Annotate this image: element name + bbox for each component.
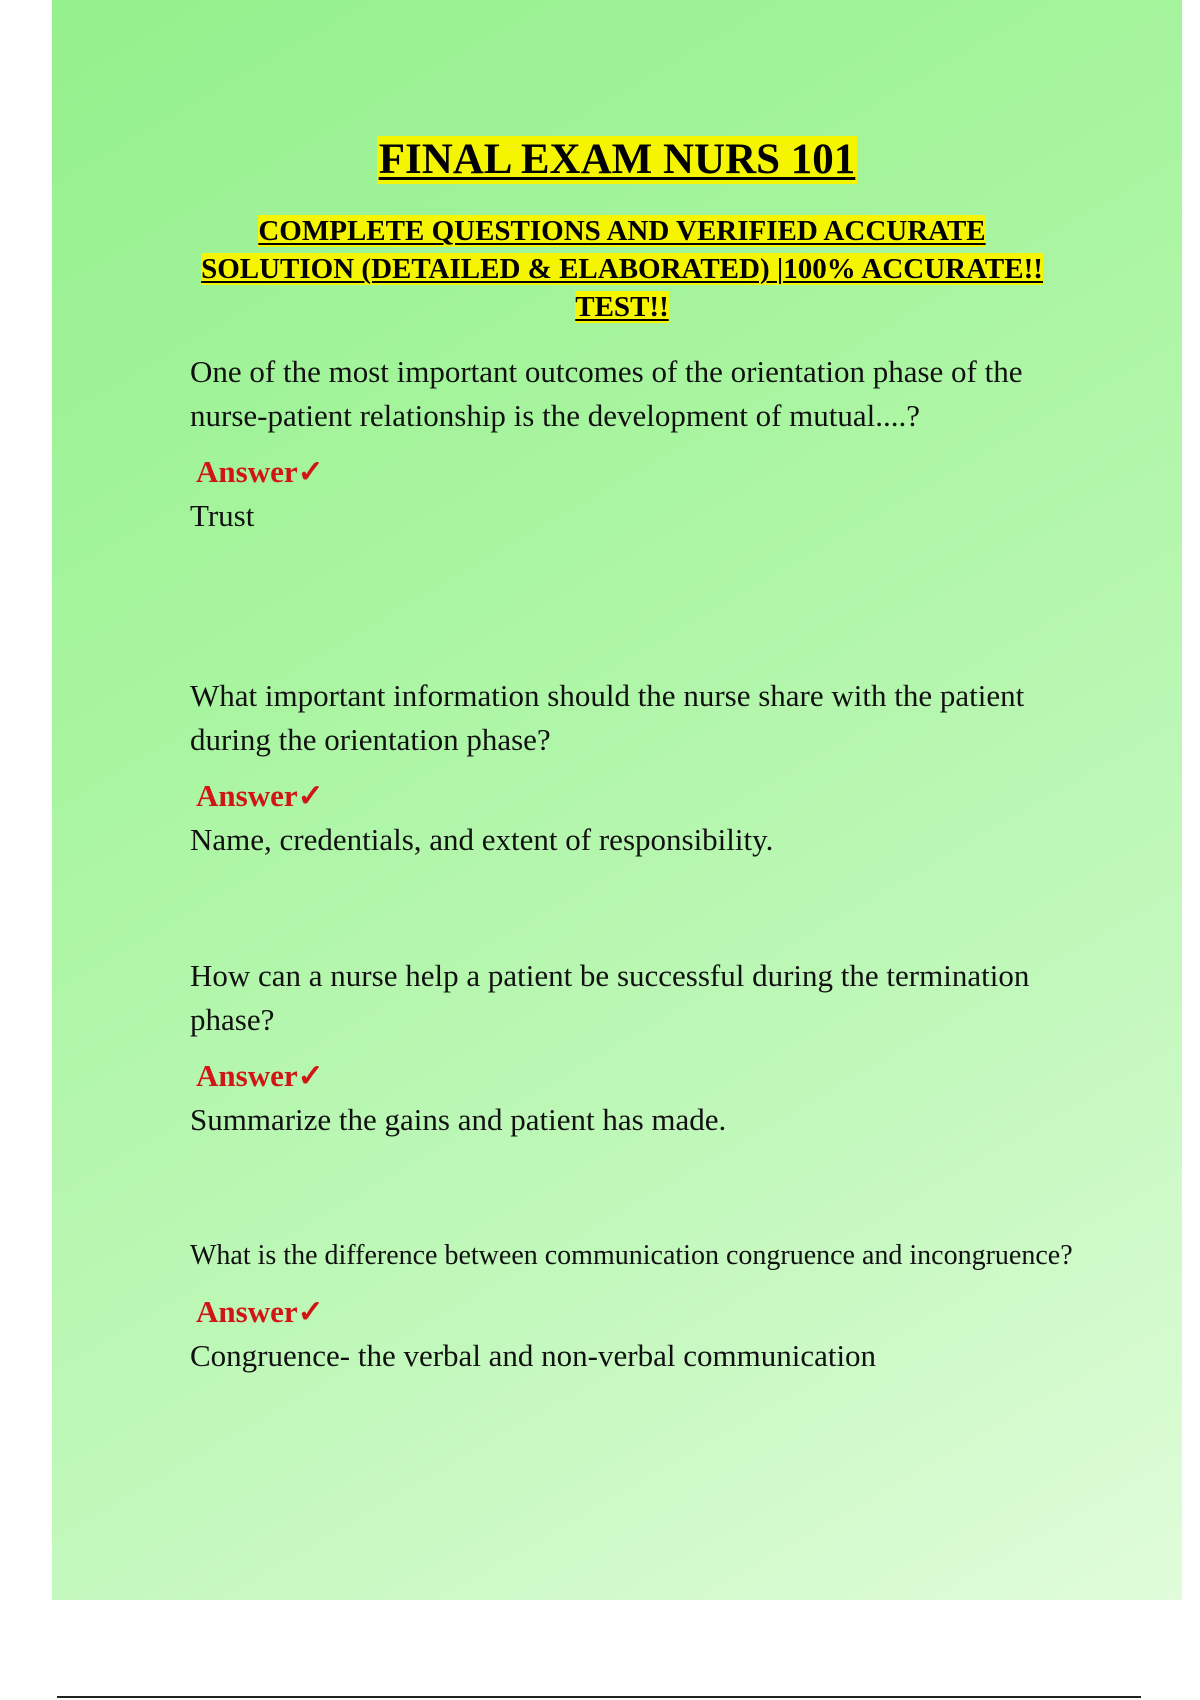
answer-text: Congruence- the verbal and non-verbal communication [190, 1338, 877, 1373]
footer-divider [57, 1696, 1141, 1698]
question-text: How can a nurse help a patient be successful during the termination phase? [190, 958, 1030, 1037]
answer-label: Answer✓ [196, 778, 324, 813]
answer-label: Answer✓ [196, 1294, 324, 1329]
answer-label: Answer✓ [196, 1058, 324, 1093]
answer-text: Name, credentials, and extent of responsibility. [190, 822, 774, 857]
answer-text: Summarize the gains and patient has made. [190, 1102, 727, 1137]
qa-item-1 [190, 350, 1090, 538]
qa-item-3 [190, 954, 1090, 1142]
answer-label: Answer✓ [196, 454, 324, 489]
qa-item-2 [190, 674, 1090, 862]
title-container [52, 136, 1182, 184]
document-subtitle: COMPLETE QUESTIONS AND VERIFIED ACCURATE SOLUTION (DETAILED & ELABORATED) |100% ACCURATE!! TEST!! [201, 215, 1043, 323]
subtitle-container [192, 212, 1052, 326]
answer-text: Trust [190, 498, 255, 533]
question-text: One of the most important outcomes of the orientation phase of the nurse-patient relationship is the development of mutual....? [190, 354, 1023, 433]
qa-item-4 [190, 1234, 1090, 1378]
question-text: What important information should the nurse share with the patient during the orientation phase? [190, 678, 1025, 757]
document-title: FINAL EXAM NURS 101 [378, 136, 856, 183]
question-text: What is the difference between communication congruence and incongruence? [190, 1240, 1073, 1271]
document-page [52, 0, 1182, 1600]
